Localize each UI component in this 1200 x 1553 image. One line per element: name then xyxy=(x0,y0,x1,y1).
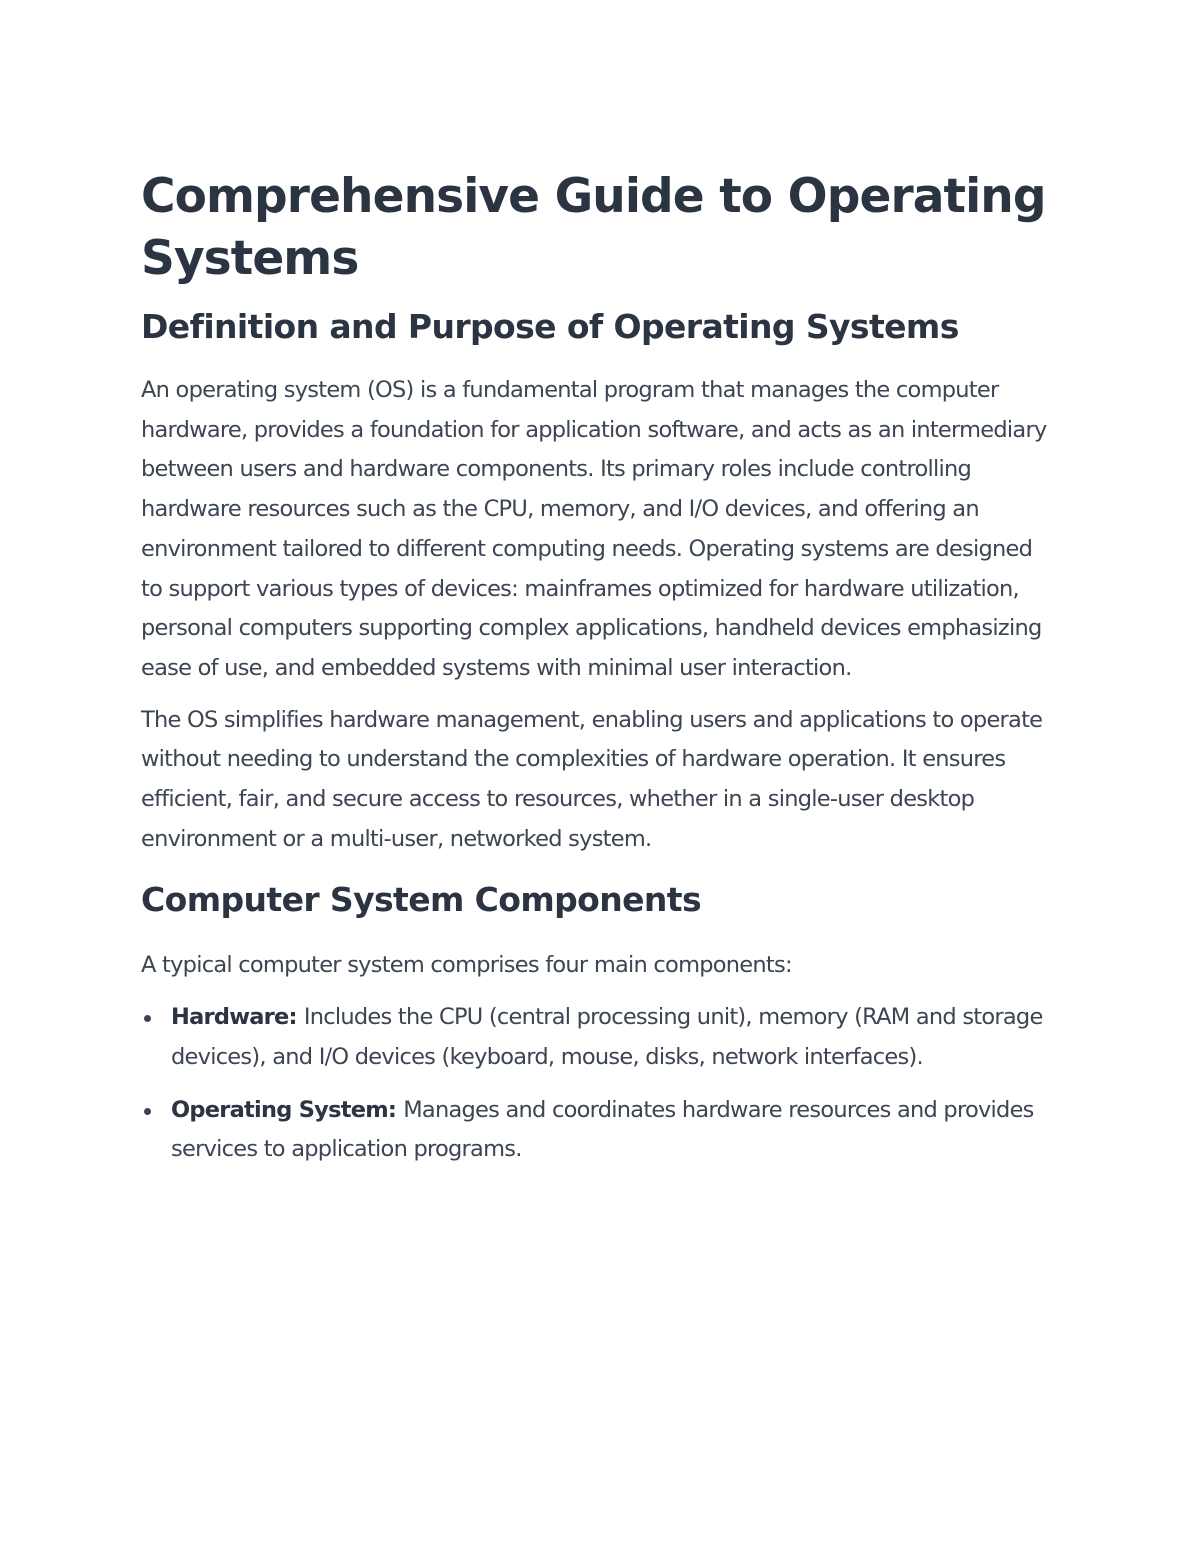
bullet-icon xyxy=(144,1015,151,1022)
section-heading-components: Computer System Components xyxy=(141,880,702,920)
paragraph-os-definition: An operating system (OS) is a fundamental program that manages the computer hardware, provides a foundation for application software, and acts as an intermediary between users and hardware components. Its primary roles include controlling hardware resources such as the CPU, memory, and I/O devices, and offering an environment tailored to different computing needs. Operating systems are designed to support various types of devices: mainframes optimized for hardware utilization, personal computers supporting complex applications, handheld devices emphasizing ease of use, and embedded systems with minimal user interaction. xyxy=(141,377,1047,681)
document-content xyxy=(141,166,1053,1183)
page-title: Comprehensive Guide to Operating Systems xyxy=(141,169,1046,286)
list-item-operating-system xyxy=(141,1091,1053,1170)
section-heading-definition: Definition and Purpose of Operating Systems xyxy=(141,307,959,346)
list-item-term: Hardware: xyxy=(171,1004,304,1031)
paragraph-components-intro: A typical computer system comprises four main components: xyxy=(141,952,792,979)
list-item-text: Manages and coordinates hardware resources and provides services to application programs. xyxy=(171,1096,1034,1163)
paragraph-os-simplifies: The OS simplifies hardware management, enabling users and applications to operate without needing to understand the complexities of hardware operation. It ensures efficient, fair, and secure access to resources, whether in a single-user desktop environment or a multi-user, networked system. xyxy=(141,706,1043,852)
bullet-icon xyxy=(144,1108,151,1115)
list-item-hardware xyxy=(141,998,1053,1077)
list-item-text: Includes the CPU (central processing unit), memory (RAM and storage devices), and I/O devices (keyboard, mouse, disks, network interfaces). xyxy=(171,1004,1043,1070)
components-list xyxy=(141,998,1053,1170)
list-item-term: Operating System: xyxy=(171,1096,404,1123)
